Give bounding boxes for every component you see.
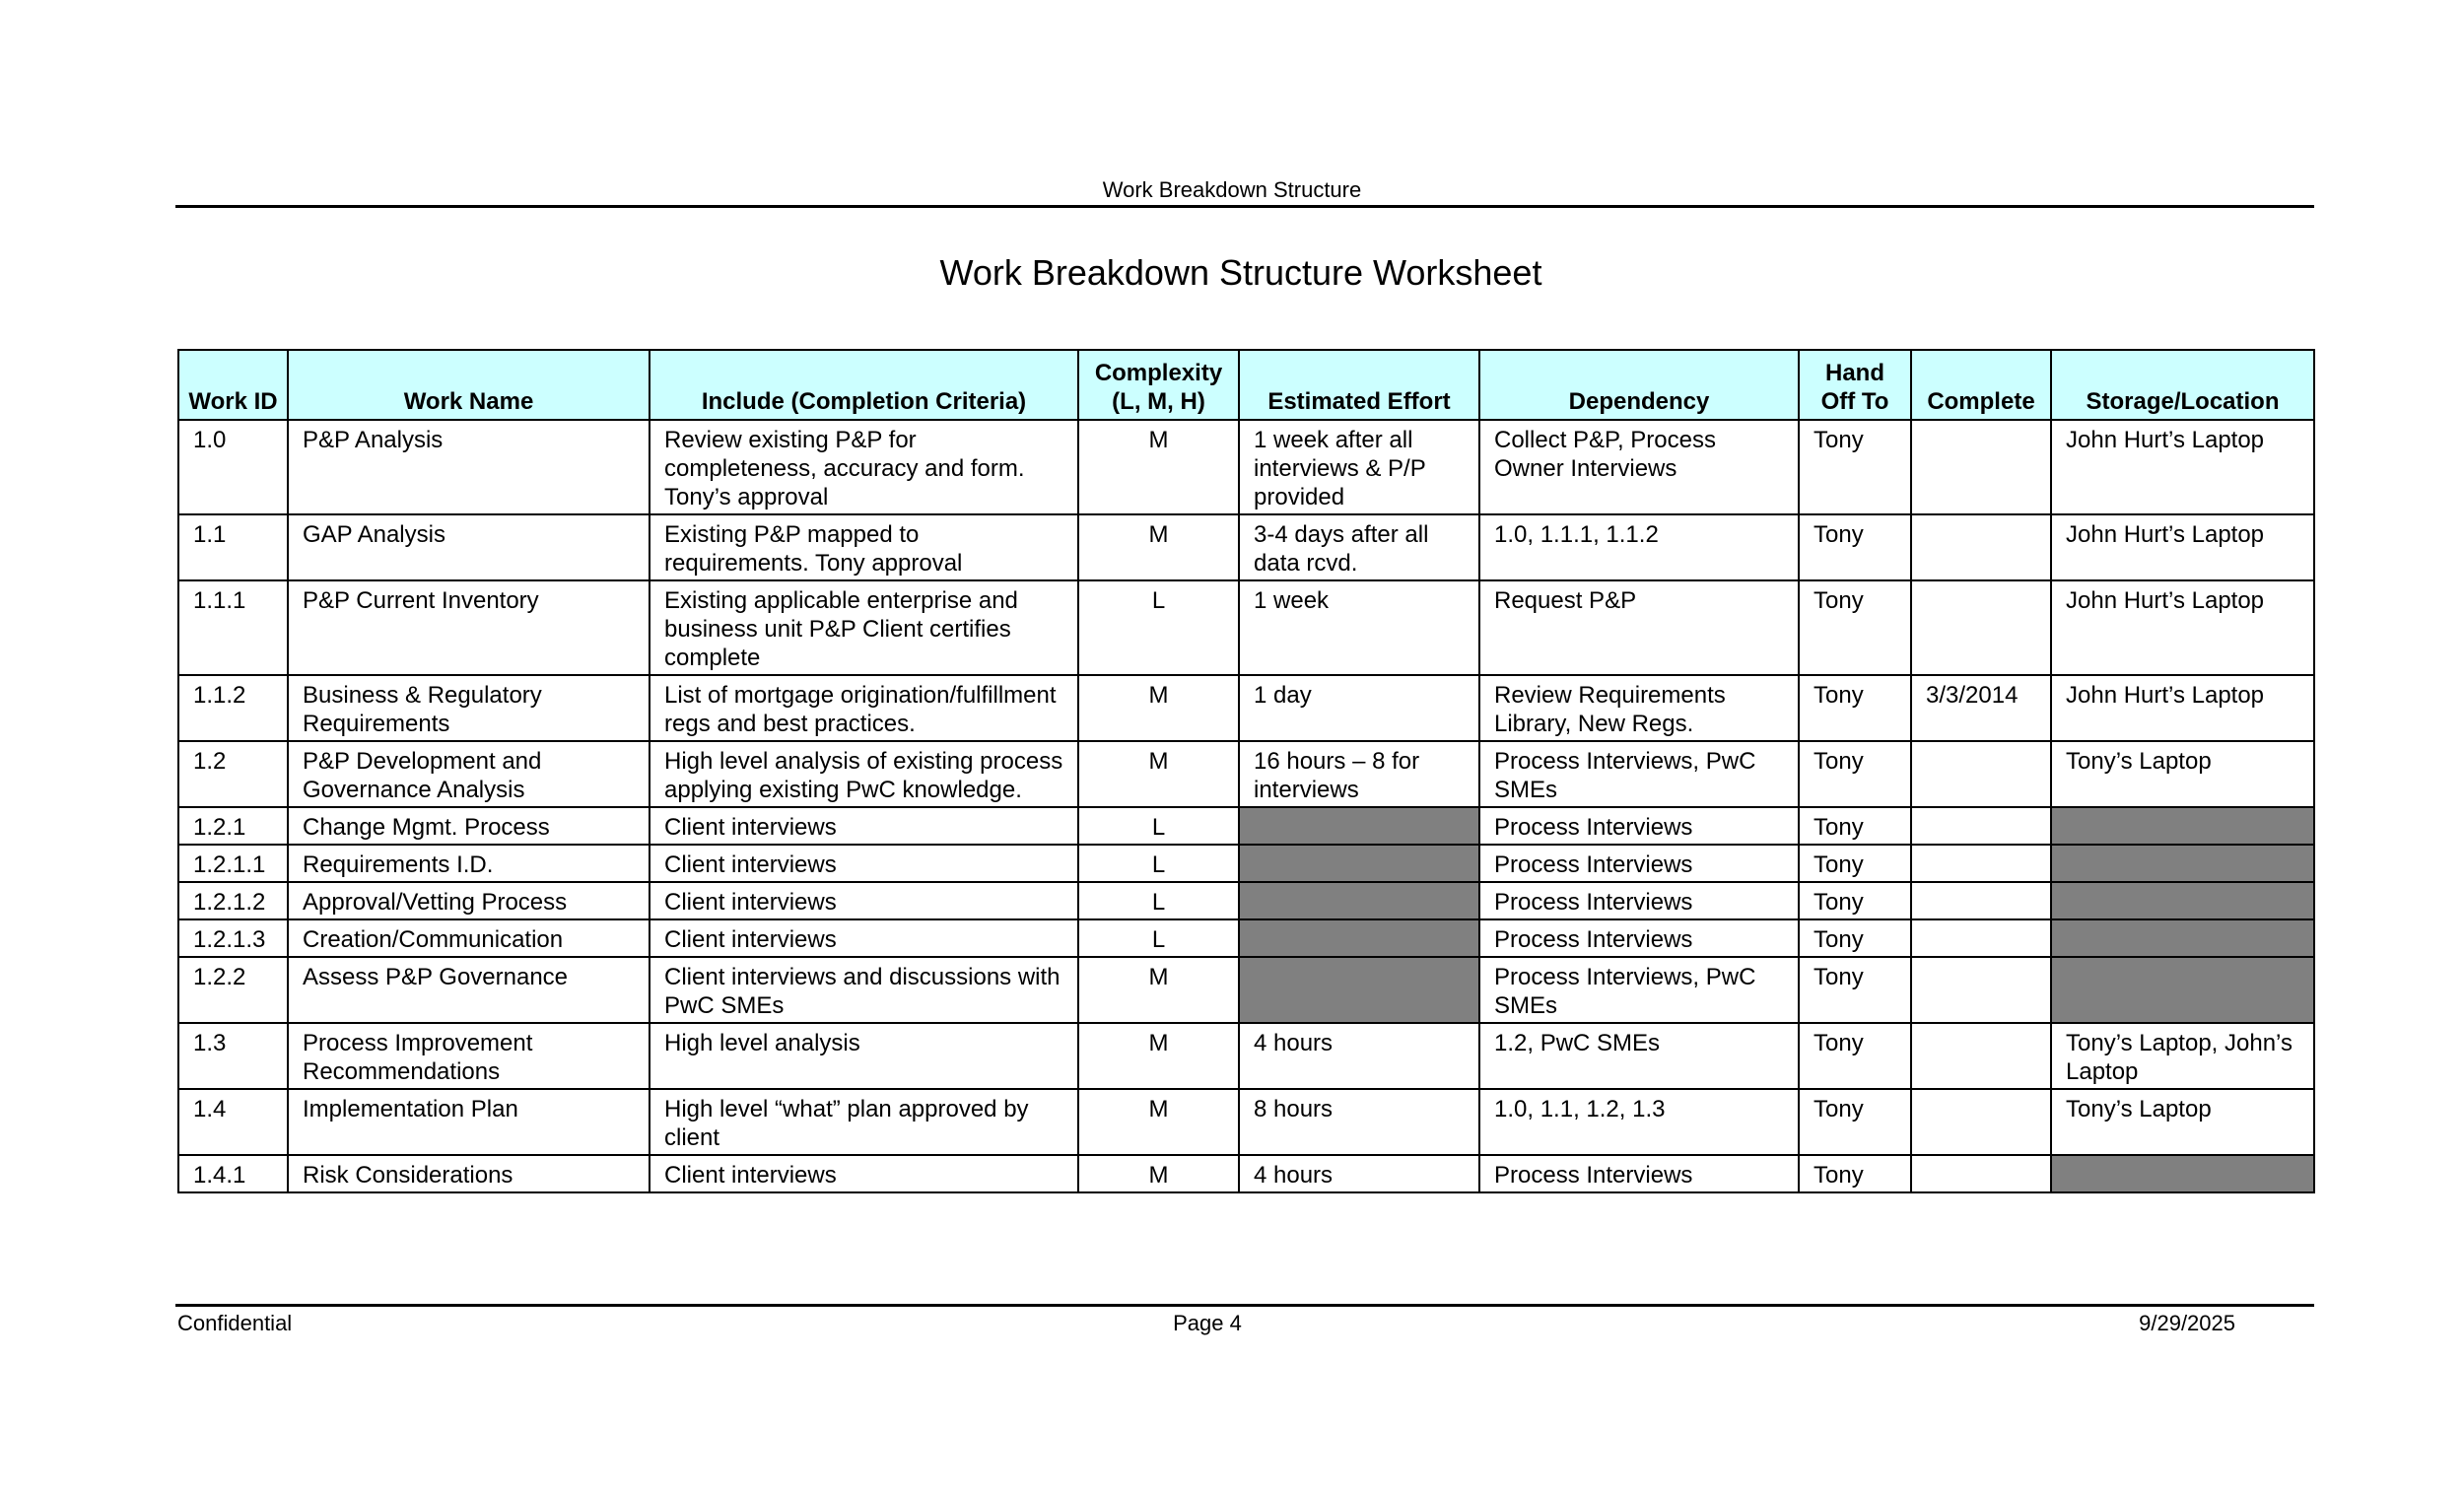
cell-criteria: Client interviews: [650, 882, 1078, 919]
table-row: [178, 1089, 2314, 1155]
cell-complexity: L: [1078, 882, 1239, 919]
cell-complete: [1911, 807, 2051, 845]
cell-complexity: M: [1078, 675, 1239, 741]
cell-criteria: Existing applicable enterprise and business unit P&P Client certifies complete: [650, 580, 1078, 675]
cell-criteria: High level “what” plan approved by client: [650, 1089, 1078, 1155]
cell-work-name: P&P Development and Governance Analysis: [288, 741, 650, 807]
cell-criteria: Existing P&P mapped to requirements. Tony approval: [650, 514, 1078, 580]
column-header-storage: Storage/Location: [2051, 350, 2314, 420]
cell-work-id: 1.1.1: [178, 580, 288, 675]
column-header-dependency: Dependency: [1479, 350, 1799, 420]
table-header-row: [178, 350, 2314, 420]
cell-work-name: Process Improvement Recommendations: [288, 1023, 650, 1089]
cell-complexity: M: [1078, 741, 1239, 807]
column-header-work-id: Work ID: [178, 350, 288, 420]
cell-complexity: L: [1078, 845, 1239, 882]
cell-storage: Tony’s Laptop: [2051, 1089, 2314, 1155]
cell-complete: [1911, 919, 2051, 957]
cell-dependency: Process Interviews: [1479, 882, 1799, 919]
cell-effort: 16 hours – 8 for interviews: [1239, 741, 1479, 807]
cell-effort: [1239, 807, 1479, 845]
cell-storage: Tony’s Laptop, John’s Laptop: [2051, 1023, 2314, 1089]
table-row: [178, 807, 2314, 845]
cell-effort: [1239, 957, 1479, 1023]
cell-work-id: 1.1.2: [178, 675, 288, 741]
footer-divider: [175, 1304, 2314, 1307]
cell-effort: 4 hours: [1239, 1155, 1479, 1192]
table-row: [178, 420, 2314, 514]
cell-complexity: M: [1078, 1089, 1239, 1155]
cell-work-name: GAP Analysis: [288, 514, 650, 580]
cell-work-name: Creation/Communication: [288, 919, 650, 957]
cell-effort: 1 week: [1239, 580, 1479, 675]
cell-effort: 1 day: [1239, 675, 1479, 741]
cell-dependency: 1.2, PwC SMEs: [1479, 1023, 1799, 1089]
cell-dependency: Collect P&P, Process Owner Interviews: [1479, 420, 1799, 514]
cell-hand-off: Tony: [1799, 675, 1911, 741]
cell-dependency: Review Requirements Library, New Regs.: [1479, 675, 1799, 741]
cell-storage: [2051, 845, 2314, 882]
cell-dependency: Request P&P: [1479, 580, 1799, 675]
cell-hand-off: Tony: [1799, 1089, 1911, 1155]
cell-work-id: 1.1: [178, 514, 288, 580]
cell-storage: John Hurt’s Laptop: [2051, 675, 2314, 741]
table-row: [178, 919, 2314, 957]
cell-work-id: 1.0: [178, 420, 288, 514]
cell-work-id: 1.4: [178, 1089, 288, 1155]
cell-criteria: Client interviews: [650, 807, 1078, 845]
table-row: [178, 845, 2314, 882]
cell-complete: [1911, 420, 2051, 514]
column-header-hand-off: Hand Off To: [1799, 350, 1911, 420]
cell-work-name: Business & Regulatory Requirements: [288, 675, 650, 741]
cell-work-name: P&P Analysis: [288, 420, 650, 514]
table-body: [178, 420, 2314, 1192]
cell-storage: John Hurt’s Laptop: [2051, 580, 2314, 675]
cell-criteria: Client interviews and discussions with PwC SMEs: [650, 957, 1078, 1023]
cell-hand-off: Tony: [1799, 1023, 1911, 1089]
cell-complexity: M: [1078, 1155, 1239, 1192]
cell-storage: John Hurt’s Laptop: [2051, 514, 2314, 580]
column-header-effort: Estimated Effort: [1239, 350, 1479, 420]
cell-hand-off: Tony: [1799, 919, 1911, 957]
cell-work-name: Approval/Vetting Process: [288, 882, 650, 919]
cell-storage: [2051, 919, 2314, 957]
cell-storage: Tony’s Laptop: [2051, 741, 2314, 807]
cell-work-id: 1.2.1.2: [178, 882, 288, 919]
cell-complete: [1911, 1089, 2051, 1155]
cell-effort: 1 week after all interviews & P/P provided: [1239, 420, 1479, 514]
cell-complete: [1911, 957, 2051, 1023]
cell-effort: [1239, 845, 1479, 882]
cell-complexity: L: [1078, 807, 1239, 845]
cell-criteria: Client interviews: [650, 919, 1078, 957]
cell-work-name: Assess P&P Governance: [288, 957, 650, 1023]
cell-effort: 8 hours: [1239, 1089, 1479, 1155]
cell-dependency: Process Interviews, PwC SMEs: [1479, 741, 1799, 807]
cell-work-name: Change Mgmt. Process: [288, 807, 650, 845]
table-row: [178, 1023, 2314, 1089]
cell-complete: [1911, 1155, 2051, 1192]
cell-effort: [1239, 919, 1479, 957]
cell-dependency: Process Interviews, PwC SMEs: [1479, 957, 1799, 1023]
cell-complexity: M: [1078, 1023, 1239, 1089]
table-row: [178, 1155, 2314, 1192]
cell-storage: [2051, 957, 2314, 1023]
cell-complete: [1911, 845, 2051, 882]
cell-complete: [1911, 882, 2051, 919]
cell-hand-off: Tony: [1799, 882, 1911, 919]
cell-complexity: M: [1078, 514, 1239, 580]
cell-storage: [2051, 807, 2314, 845]
wbs-table: [177, 349, 2315, 1193]
cell-storage: John Hurt’s Laptop: [2051, 420, 2314, 514]
cell-work-id: 1.3: [178, 1023, 288, 1089]
cell-dependency: Process Interviews: [1479, 807, 1799, 845]
cell-complexity: L: [1078, 580, 1239, 675]
cell-work-name: Risk Considerations: [288, 1155, 650, 1192]
cell-complexity: M: [1078, 957, 1239, 1023]
cell-complete: 3/3/2014: [1911, 675, 2051, 741]
worksheet-title: Work Breakdown Structure Worksheet: [939, 252, 1542, 293]
cell-complexity: L: [1078, 919, 1239, 957]
table-row: [178, 675, 2314, 741]
cell-effort: [1239, 882, 1479, 919]
cell-storage: [2051, 882, 2314, 919]
cell-work-id: 1.2.1: [178, 807, 288, 845]
cell-criteria: High level analysis: [650, 1023, 1078, 1089]
cell-dependency: Process Interviews: [1479, 919, 1799, 957]
table-row: [178, 957, 2314, 1023]
cell-complete: [1911, 741, 2051, 807]
cell-complete: [1911, 514, 2051, 580]
cell-criteria: Review existing P&P for completeness, accuracy and form. Tony’s approval: [650, 420, 1078, 514]
cell-criteria: High level analysis of existing process applying existing PwC knowledge.: [650, 741, 1078, 807]
cell-criteria: Client interviews: [650, 1155, 1078, 1192]
cell-hand-off: Tony: [1799, 420, 1911, 514]
cell-work-id: 1.2.1.1: [178, 845, 288, 882]
cell-hand-off: Tony: [1799, 957, 1911, 1023]
header-divider: [175, 205, 2314, 208]
cell-hand-off: Tony: [1799, 580, 1911, 675]
cell-criteria: Client interviews: [650, 845, 1078, 882]
cell-effort: 4 hours: [1239, 1023, 1479, 1089]
table-row: [178, 514, 2314, 580]
cell-work-name: Requirements I.D.: [288, 845, 650, 882]
cell-dependency: Process Interviews: [1479, 1155, 1799, 1192]
table-row: [178, 741, 2314, 807]
cell-storage: [2051, 1155, 2314, 1192]
cell-complete: [1911, 1023, 2051, 1089]
cell-hand-off: Tony: [1799, 845, 1911, 882]
column-header-criteria: Include (Completion Criteria): [650, 350, 1078, 420]
cell-complete: [1911, 580, 2051, 675]
cell-effort: 3-4 days after all data rcvd.: [1239, 514, 1479, 580]
cell-work-id: 1.2: [178, 741, 288, 807]
table-row: [178, 580, 2314, 675]
cell-criteria: List of mortgage origination/fulfillment regs and best practices.: [650, 675, 1078, 741]
cell-work-name: P&P Current Inventory: [288, 580, 650, 675]
cell-dependency: 1.0, 1.1, 1.2, 1.3: [1479, 1089, 1799, 1155]
cell-dependency: Process Interviews: [1479, 845, 1799, 882]
cell-hand-off: Tony: [1799, 741, 1911, 807]
cell-hand-off: Tony: [1799, 1155, 1911, 1192]
cell-work-name: Implementation Plan: [288, 1089, 650, 1155]
footer-confidential: Confidential: [177, 1311, 293, 1335]
cell-hand-off: Tony: [1799, 807, 1911, 845]
table-row: [178, 882, 2314, 919]
column-header-work-name: Work Name: [288, 350, 650, 420]
cell-hand-off: Tony: [1799, 514, 1911, 580]
cell-dependency: 1.0, 1.1.1, 1.1.2: [1479, 514, 1799, 580]
column-header-complexity: Complexity (L, M, H): [1078, 350, 1239, 420]
footer-page-number: Page 4: [1173, 1311, 1242, 1335]
column-header-complete: Complete: [1911, 350, 2051, 420]
page-header-title: Work Breakdown Structure: [1102, 177, 1362, 202]
cell-work-id: 1.4.1: [178, 1155, 288, 1192]
cell-work-id: 1.2.2: [178, 957, 288, 1023]
cell-work-id: 1.2.1.3: [178, 919, 288, 957]
footer-date: 9/29/2025: [2139, 1311, 2235, 1335]
cell-complexity: M: [1078, 420, 1239, 514]
